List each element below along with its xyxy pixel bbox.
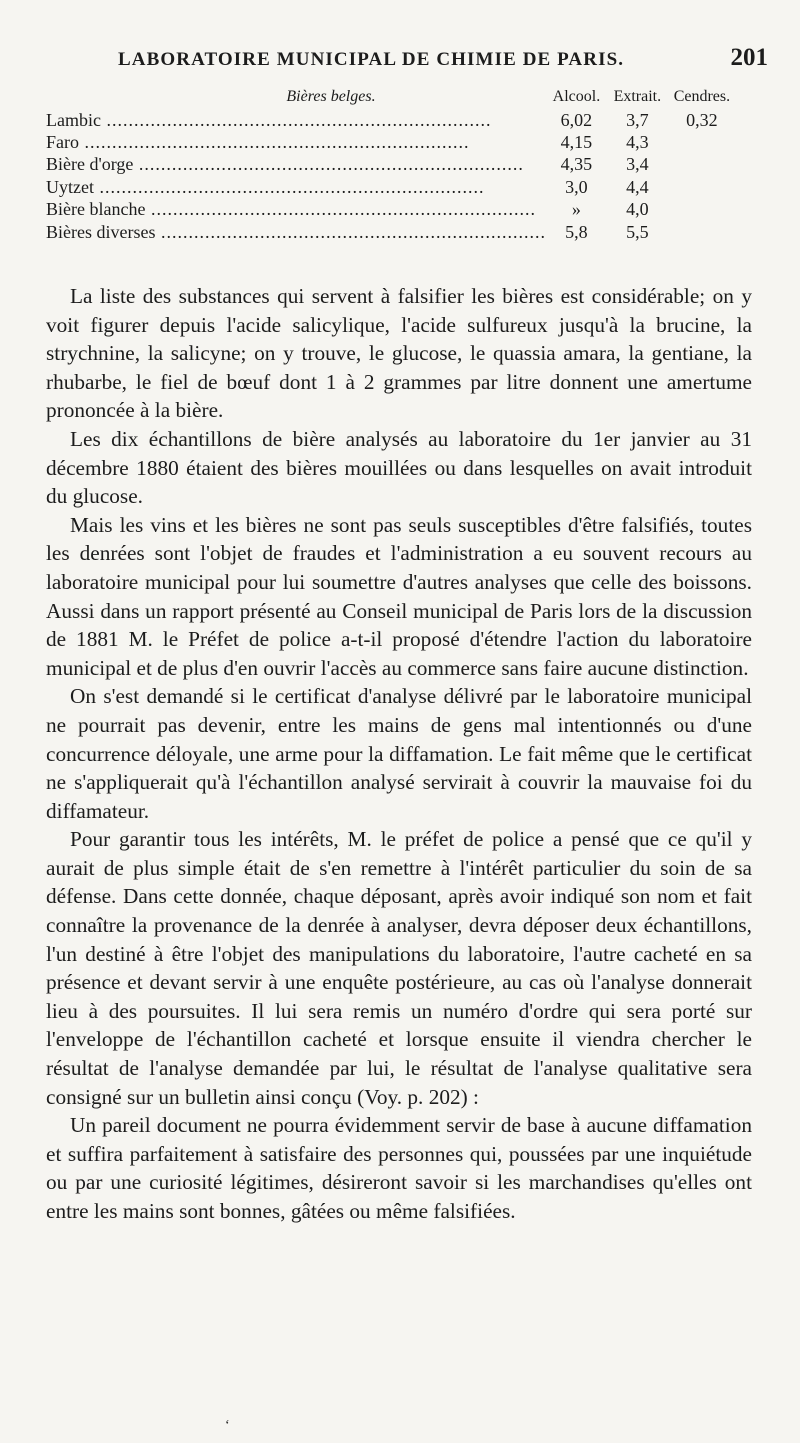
row-cendres <box>668 198 736 220</box>
row-extrait: 3,4 <box>626 154 649 175</box>
row-alcool: 5,8 <box>565 221 588 242</box>
row-alcool: 4,15 <box>560 131 593 152</box>
row-cendres <box>668 131 736 153</box>
row-name: Faro <box>46 131 79 152</box>
row-cendres <box>668 153 736 175</box>
table-row <box>46 153 736 175</box>
row-name: Bière blanche <box>46 199 146 220</box>
paragraph: Un pareil document ne pourra évidemment servir de base à aucune diffamation et suffira parfaitement à satisfaire des personnes qui, poussées par une inquiétude ou par une curiosité légitimes, désireront savoir si les marchandises qu'elles ont entre les mains sont bonnes, gâtées ou même falsifiées. <box>46 1113 752 1223</box>
row-cendres: 0,32 <box>686 109 718 130</box>
row-name: Bières diverses <box>46 221 156 242</box>
paragraph: Pour garantir tous les intérêts, M. le préfet de police a pensé que ce qu'il y aurait de plus simple était de s'en remettre à l'intérêt particulier du soin de sa défense. Dans cette donnée, chaque déposant, après avoir indiqué son nom et fait connaître la provenance de la denrée à analyser, devra déposer deux échantillons, l'un destiné à être l'objet des manipulations du laboratoire, l'autre cacheté en sa présence et devant servir à une enquête postérieure, au cas où l'analyse donnerait lieu à des poursuites. Il lui sera remis un numéro d'ordre qui sera porté sur l'enveloppe de l'échantillon cacheté et lorsque ensuite il viendra chercher le résultat de l'analyse demandée par lui, le résultat de l'analyse qualitative sera consigné sur un bulletin ainsi conçu (Voy. p. 202) : <box>46 827 752 1109</box>
table-header-row <box>46 86 736 108</box>
row-extrait: 4,4 <box>626 176 649 197</box>
page-header <box>118 44 768 80</box>
column-header-name: Bières belges. <box>286 88 376 106</box>
leader-dots <box>133 154 524 174</box>
table-row <box>46 176 736 198</box>
leader-dots <box>94 177 485 197</box>
paragraph: Les dix échantillons de bière analysés au laboratoire du 1er janvier au 31 décembre 1880 étaient des bières mouillées ou dans lesquelles on avait introduit du glucose. <box>46 426 752 509</box>
row-extrait: 5,5 <box>626 221 649 242</box>
row-name: Bière d'orge <box>46 154 134 175</box>
row-extrait: 4,3 <box>626 131 649 152</box>
column-header-alcool: Alcool. <box>552 88 601 106</box>
paragraph: Mais les vins et les bières ne sont pas seuls susceptibles d'être falsifiés, toutes les denrées sont l'objet de fraudes et l'administration a eu souvent recours au laboratoire municipal pour lui soumettre d'autres analyses que celle des boissons. Aussi dans un rapport présenté au Conseil municipal de Paris lors de la discussion de 1881 M. le Préfet de police a-t-il proposé d'étendre l'action du laboratoire municipal et de plus d'en ouvrir l'accès au commerce sans faire aucune distinction. <box>46 512 752 680</box>
row-name: Lambic <box>46 109 101 130</box>
row-cendres <box>668 176 736 198</box>
beer-analysis-table <box>46 86 736 243</box>
row-extrait: 4,0 <box>626 199 649 220</box>
running-title: LABORATOIRE MUNICIPAL DE CHIMIE DE PARIS. <box>118 49 625 70</box>
row-alcool: 6,02 <box>560 109 593 130</box>
row-alcool: 3,0 <box>565 176 588 197</box>
table-row <box>46 131 736 153</box>
row-cendres <box>668 220 736 242</box>
row-alcool: 4,35 <box>560 154 593 175</box>
row-name: Uytzet <box>46 176 94 197</box>
table-row <box>46 108 736 130</box>
table-row <box>46 220 736 242</box>
leader-dots <box>155 222 546 242</box>
leader-dots <box>101 110 492 130</box>
table-row <box>46 198 736 220</box>
page-number: 201 <box>730 44 768 71</box>
footer-mark: ‘ <box>225 1418 230 1433</box>
paragraph: La liste des substances qui servent à falsifier les bières est considérable; on y voit figurer depuis l'acide salicylique, l'acide sulfureux jusqu'à la brucine, la strychnine, la salicyne; on y trouve, le glucose, le quassia amara, la gentiane, la rhubarbe, le fiel de bœuf dont 1 à 2 grammes par litre donnent une amertume prononcée à la bière. <box>46 284 752 423</box>
row-extrait: 3,7 <box>626 109 649 130</box>
row-alcool: » <box>571 199 581 220</box>
leader-dots <box>145 199 536 219</box>
column-header-extrait: Extrait. <box>613 88 662 106</box>
leader-dots <box>79 132 470 152</box>
paragraph: On s'est demandé si le certificat d'analyse délivré par le laboratoire municipal ne pourrait pas devenir, entre les mains de gens mal intentionnés ou d'une concurrence déloyale, une arme pour la diffamation. Le fait même que le certificat ne s'appliquerait qu'à l'échantillon analysé servirait à couvrir la mauvaise foi du diffamateur. <box>46 684 752 823</box>
body-text <box>46 282 752 1226</box>
column-header-cendres: Cendres. <box>673 88 731 106</box>
